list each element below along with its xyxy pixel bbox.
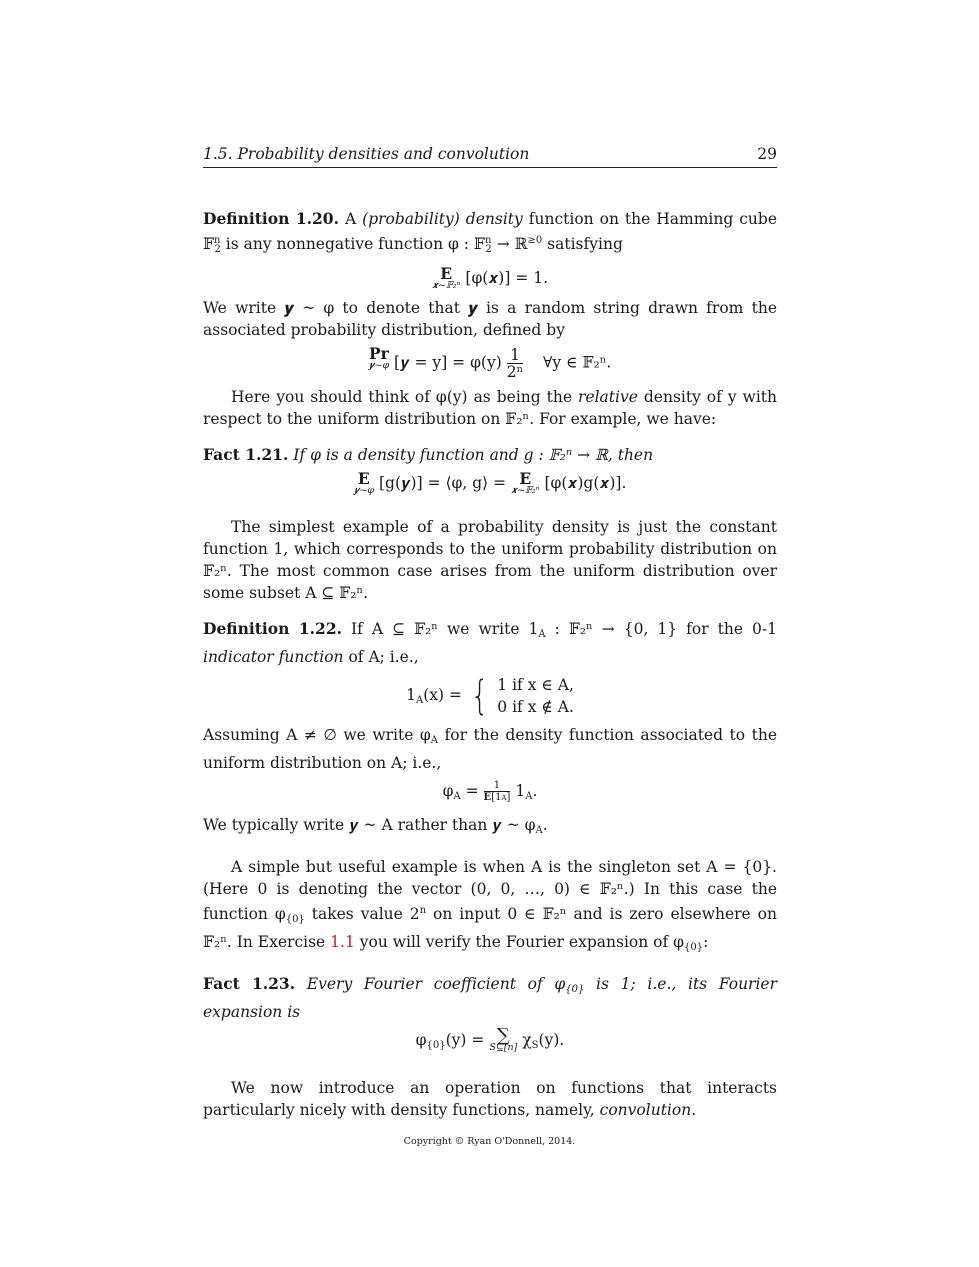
paragraph-convolution: We now introduce an operation on functions that interacts particularly nicely with density functions, namely, convolution. [203, 1079, 777, 1119]
exercise-reference-link[interactable]: 1.1 [330, 933, 355, 951]
paragraph-singleton: A simple but useful example is when A is the singleton set A = {0}. (Here 0 is denoting the vector (0, 0, …, 0) ∈ 𝔽₂ⁿ.) In this case the function $\varphi_{\{0\}}$ takes value 2$^n$ on input 0 ∈ 𝔽₂ⁿ and is zero elsewhere on 𝔽₂ⁿ. In Exercise 1.1 you will verify the Fourier expansion of $\varphi_{\{0\}}$: [203, 858, 777, 953]
fact-1-21: Fact 1.21. If φ is a density function and g : 𝔽₂ⁿ → ℝ, then [203, 445, 654, 464]
paragraph-typically: We typically write 𝒚 ~ A rather than 𝒚 ~ $\varphi_A$. [203, 816, 548, 836]
equation-probability: Pr 𝒚~φ [𝒚 = y] = φ(y) $\frac{1}{\text{2ⁿ}}$ ∀y ∈ 𝔽₂ⁿ. [368, 344, 612, 381]
page-number: 29 [757, 145, 777, 163]
paragraph-relative: Here you should think of φ(y) as being the relative density of y with respect to the uniform distribution on 𝔽₂ⁿ. For example, we have: [203, 388, 777, 428]
section-title: 1.5. Probability densities and convolution [203, 145, 530, 163]
fact-1-23: Fact 1.23. Every Fourier coefficient of $\varphi_{\{0\}}$ is 1; i.e., its Fourier expansion is [203, 974, 778, 1021]
paragraph-assuming: Assuming A ≠ ∅ we write $\varphi_A$ for the density function associated to the uniform distribution on A; i.e., [203, 726, 778, 772]
equation-density-A: $\varphi_A$ = $\frac{1}{E[1A]}$ $1_A$. [442, 780, 538, 803]
definition-1-20: Definition 1.20. A (probability) density function on the Hamming cube 𝔽$^n_2$ is any nonnegative function φ : 𝔽$^n_2$ → ℝ$^{\ge 0}$ satisfying [203, 209, 778, 255]
equation-fourier-expansion: $\varphi_{\{0\}}(y)$ = ∑ S⊆[n] $\chi_S(y)$. [415, 1025, 565, 1053]
running-header [203, 143, 777, 168]
copyright-footer: Copyright © Ryan O'Donnell, 2014. [403, 1136, 576, 1147]
paragraph-write: We write 𝒚 ~ φ to denote that 𝒚 is a random string drawn from the associated probability distribution, defined by [203, 298, 777, 339]
equation-expectation: E 𝒙~𝔽₂ⁿ [φ(𝒙)] = 1. [431, 264, 549, 291]
page-body [203, 208, 777, 1121]
equation-indicator: $1_A(x)$ = { 1 if x ∈ A, 0 if x ∉ A. [406, 673, 574, 719]
paragraph-simplest: The simplest example of a probability density is just the constant function 1, which corresponds to the uniform probability distribution on 𝔽₂ⁿ. The most common case arises from the uniform distribution over some subset A ⊆ 𝔽₂ⁿ. [203, 518, 777, 602]
equation-fact-1-21: E 𝒚~φ [g(𝒚)] = ⟨φ, g⟩ = E 𝒙~𝔽₂ⁿ [φ(𝒙)g(𝒙)]. [353, 469, 627, 496]
definition-1-22: Definition 1.22. If A ⊆ 𝔽₂ⁿ we write $1_A$ : 𝔽₂ⁿ → {0, 1} for the 0-1 indicator function of A; i.e., [203, 619, 777, 666]
